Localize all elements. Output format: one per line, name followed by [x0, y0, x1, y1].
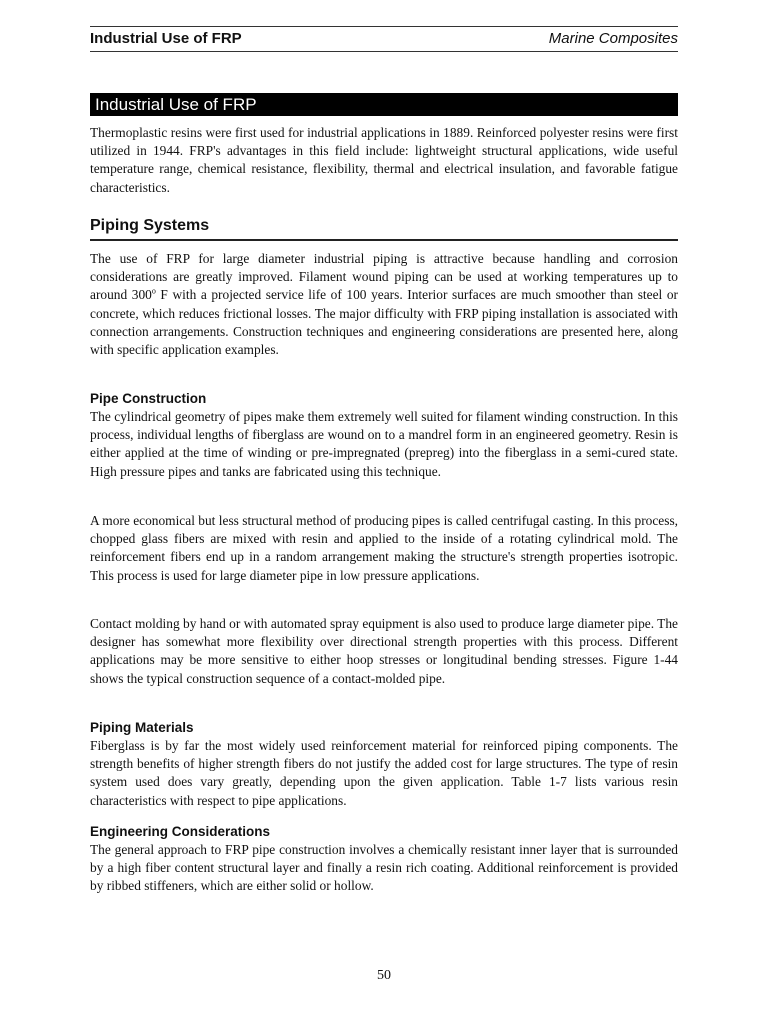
engineering-paragraph: The general approach to FRP pipe construction involves a chemically resistant inner layer that is surrounded by a high fiber content structural layer and finally a resin rich coating. Additional reinforcement is provided by ribbed stiffeners, which are either solid or hollow. — [90, 842, 678, 894]
running-header — [90, 26, 678, 52]
degree-superscript: o — [151, 286, 156, 296]
running-header-title: Industrial Use of FRP — [90, 30, 242, 47]
chapter-title: Industrial Use of FRP — [90, 93, 678, 116]
intro-block — [90, 124, 678, 197]
engineering-block — [90, 823, 678, 896]
engineering-heading: Engineering Considerations — [90, 824, 271, 839]
pipe-construction-paragraph-1: The cylindrical geometry of pipes make them extremely well suited for filament winding construction. In this process, individual lengths of fiberglass are wound on to a mandrel form in an engineered geometry. Resin is either applied at the time of winding or pre-impregnated (prepreg) into the fiberglass in a semi-cured state. High pressure pipes and tanks are fabricated using this technique. — [90, 409, 678, 479]
pipe-construction-paragraph-3: Contact molding by hand or with automated spray equipment is also used to produce large diameter pipe. The designer has somewhat more flexibility over directional strength properties with this process. Different applications may be more sensitive to either hoop stresses or longitudinal bending stresses. Figure 1-44 shows the typical construction sequence of a contact-molded pipe. — [90, 616, 678, 686]
pipe-construction-block — [90, 390, 678, 481]
intro-paragraph: Thermoplastic resins were first used for industrial applications in 1889. Reinforced polyester resins were first utilized in 1944. FRP's advantages in this field include: lightweight structural applications, wide useful temperature range, chemical resistance, flexibility, thermal and electrical insulation, and favorable fatigue characteristics. — [90, 125, 678, 195]
running-header-book-title: Marine Composites — [548, 30, 678, 47]
piping-materials-paragraph: Fiberglass is by far the most widely used reinforcement material for reinforced piping components. The strength benefits of higher strength fibers do not justify the added cost for large structures. The type of resin system used does vary greatly, depending upon the given application. Table 1-7 lists various resin characteristics with respect to pipe applications. — [90, 738, 678, 808]
section-intro-text-2: F with a projected service life of 100 years. Interior surfaces are much smoother than steel or concrete, which reduces frictional losses. The major difficulty with FRP piping installation is associated with connection arrangements. Construction techniques and engineering considerations are presented here, along with specific application examples. — [90, 287, 678, 358]
piping-materials-block — [90, 719, 678, 810]
centrifugal-casting-block — [90, 512, 678, 585]
section-intro-paragraph — [90, 250, 678, 359]
page-number: 50 — [377, 968, 391, 983]
pipe-construction-heading: Pipe Construction — [90, 391, 207, 406]
section-title: Piping Systems — [90, 215, 678, 241]
pipe-construction-paragraph-2: A more economical but less structural method of producing pipes is called centrifugal casting. In this process, chopped glass fibers are mixed with resin and applied to the inside of a rotating cylindrical mold. The reinforcement fibers end up in a random arrangement making the structure's strength properties isotropic. This process is used for large diameter pipe in low pressure applications. — [90, 513, 678, 583]
section-intro-text-1: The use of FRP for large diameter industrial piping is attractive because handling and corrosion considerations are greatly improved. Filament wound piping can be used at working temperatures up to around 300 — [90, 251, 678, 303]
piping-materials-heading: Piping Materials — [90, 720, 194, 735]
section-intro-block — [90, 250, 678, 359]
contact-molding-block — [90, 615, 678, 688]
